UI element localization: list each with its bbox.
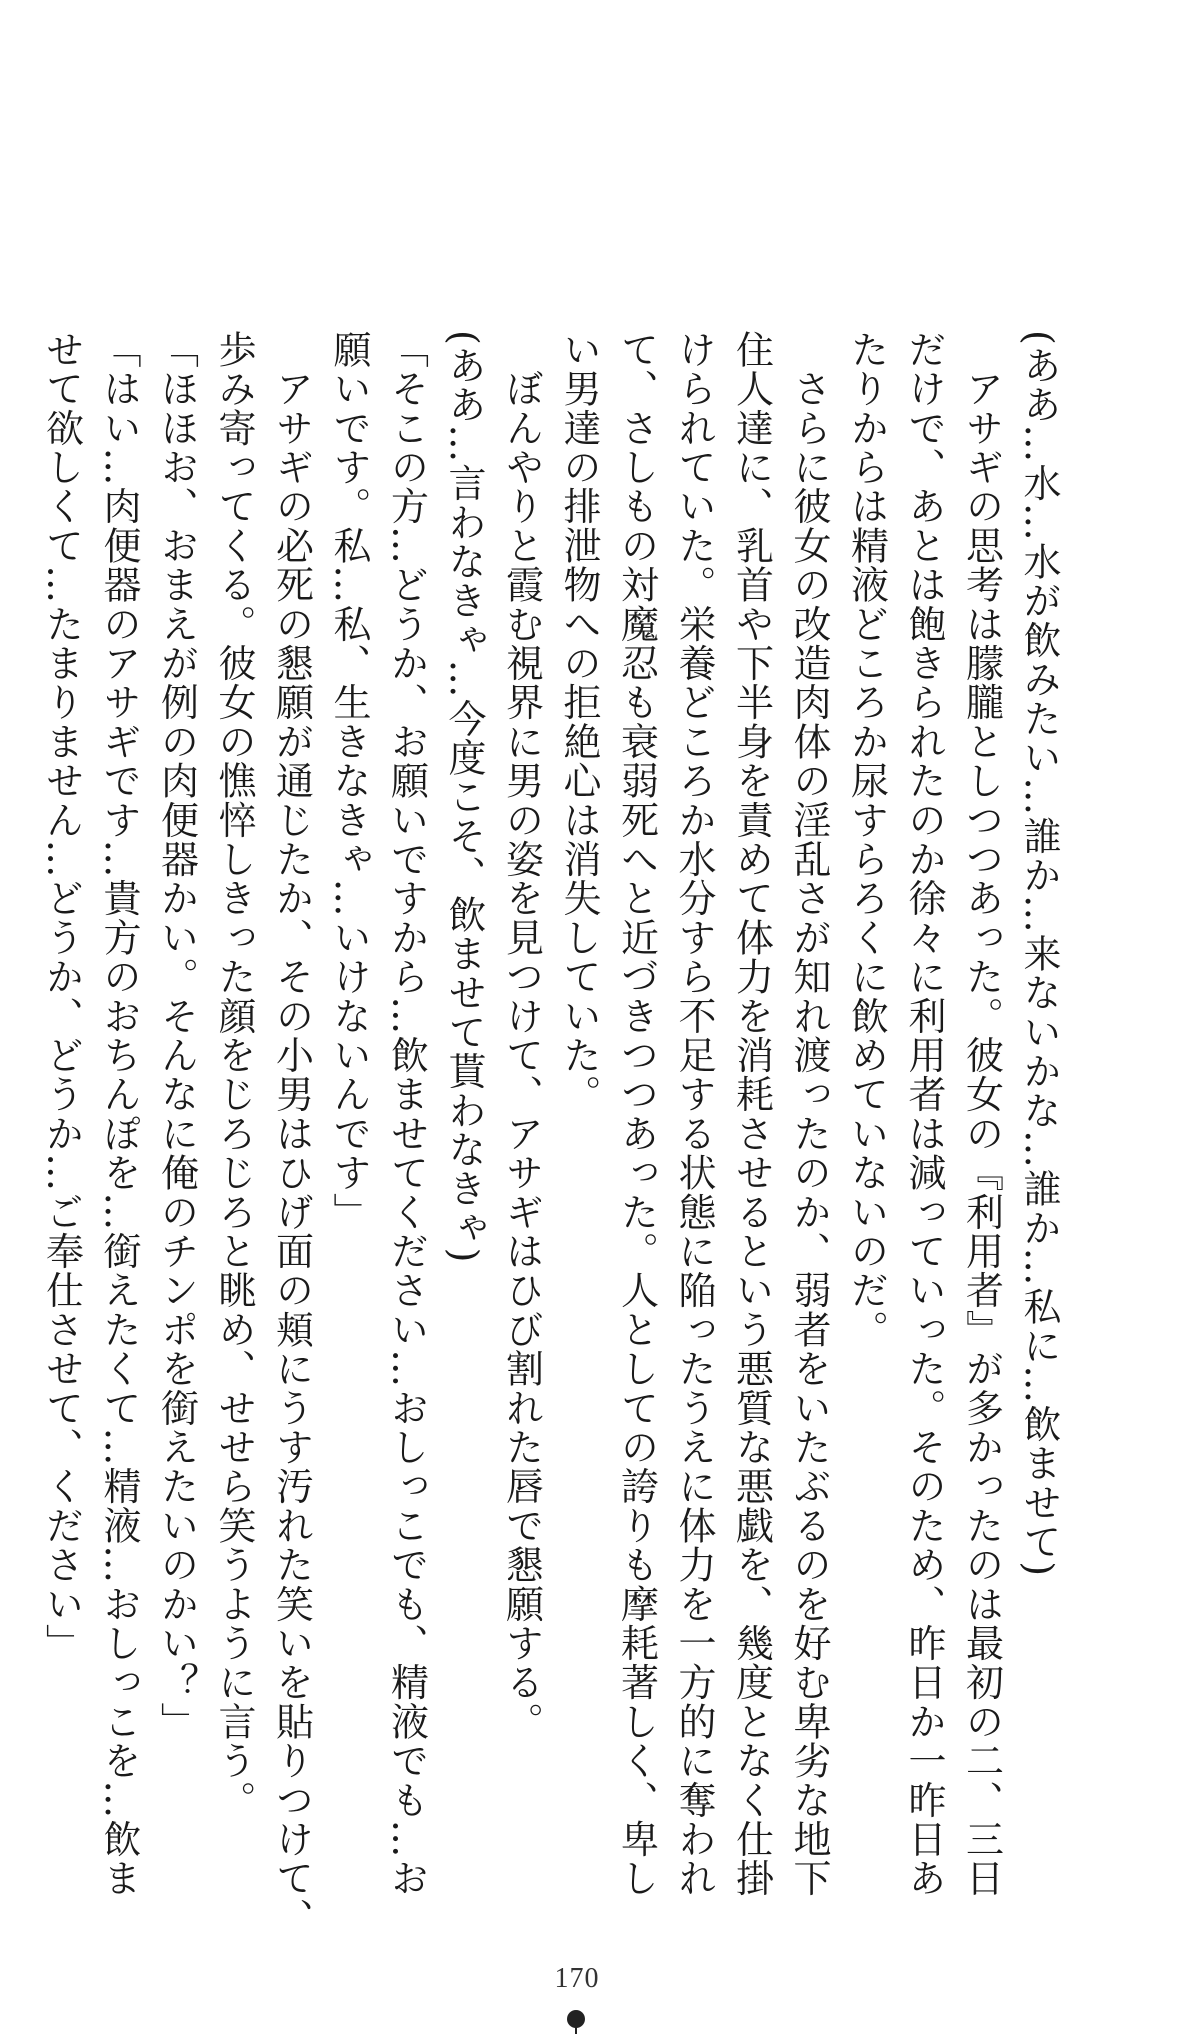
text-line: 住人達に、乳首や下半身を責めて体力を消耗させるという悪質な悪戯を、幾度となく仕掛 (729, 330, 774, 1898)
text-line: アサギの必死の懇願が通じたか、その小男はひげ面の頬にうす汚れた笑いを貼りつけて、 (269, 330, 314, 1938)
text-line: (ああ…水…水が飲みたい…誰か…来ないかな…誰か…私に…飲ませて) (1017, 330, 1061, 1578)
text-line: 「そこの方…どうか、お願いですから…飲ませてください…おしっこでも、精液でも…お (384, 330, 429, 1898)
text-line: 願いです。私…私、生きなきゃ…いけないんです」 (327, 330, 371, 1232)
page-marker-stem (575, 2026, 577, 2034)
page-number: 170 (554, 1963, 600, 1994)
text-line: たりからは精液どころか尿すらろくに飲めていないのだ。 (844, 330, 889, 1350)
text-line: けられていた。栄養どころか水分すら不足する状態に陥ったうえに体力を一方的に奪われ (672, 330, 716, 1898)
text-line: 「ほほお、おまえが例の肉便器かい。そんなに俺のチンポを銜えたいのかい？」 (154, 330, 199, 1742)
text-line: 歩み寄ってくる。彼女の憔悴しきった顔をじろじろと眺め、せせら笑うように言う。 (212, 330, 256, 1820)
text-line: さらに彼女の改造肉体の淫乱さが知れ渡ったのか、弱者をいたぶるのを好む卑劣な地下 (787, 330, 831, 1898)
text-line: せて欲しくて…たまりません…どうか、どうか…ご奉仕させて、ください」 (39, 330, 84, 1663)
text-line: ぼんやりと霞む視界に男の姿を見つけて、アサギはひび割れた唇で懇願する。 (499, 330, 544, 1742)
text-line: い男達の排泄物への拒絶心は消失していた。 (557, 330, 601, 1114)
text-line: (ああ…言わなきゃ…今度こそ、飲ませて貰わなきゃ) (442, 330, 486, 1264)
text-line: だけで、あとは飽きられたのか徐々に利用者は減っていった。そのため、昨日か一昨日あ (902, 330, 946, 1898)
text-line: アサギの思考は朦朧としつつあった。彼女の『利用者』が多かったのは最初の二、三日 (959, 330, 1004, 1898)
text-line: て、さしもの対魔忍も衰弱死へと近づきつつあった。人としての誇りも摩耗著しく、卑し (614, 330, 659, 1898)
text-line: 「はい…肉便器のアサギです…貴方のおちんぽを…銜えたくて…精液…おしっこを…飲ま (97, 330, 141, 1898)
vertical-text-block (39, 330, 1067, 1938)
